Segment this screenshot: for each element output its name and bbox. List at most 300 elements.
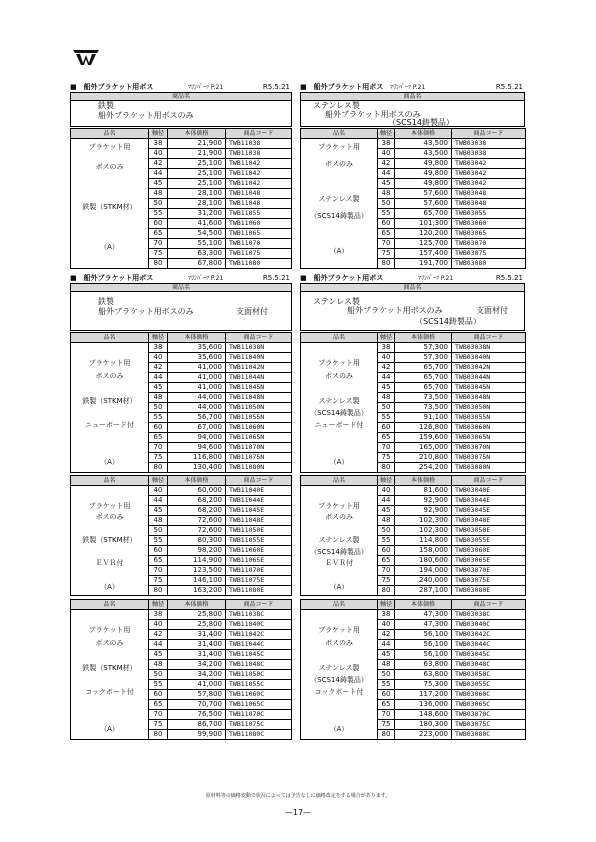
product-code-cell: TWB03048 (452, 199, 526, 209)
price-cell: 49,800 (395, 179, 452, 189)
product-code-cell: TWB03042N (452, 363, 526, 373)
header-shaft-diameter: 軸径 (378, 333, 395, 343)
shaft-diameter-cell: 38 (378, 139, 395, 149)
product-name-label: 商品名 (71, 93, 291, 101)
section-title: ■ 船外ブラケット用ボス (300, 83, 384, 91)
header-price: 本体価格 (168, 333, 226, 343)
price-cell: 34,200 (168, 670, 226, 680)
shaft-diameter-cell: 75 (149, 453, 168, 463)
product-code-cell: TWB03060E (452, 546, 526, 556)
product-name-panel (70, 92, 292, 127)
product-code-cell: TWB03045E (452, 506, 526, 516)
description-line: ボスのみ (325, 638, 353, 647)
product-code-cell: TWB03038N (452, 343, 526, 353)
shaft-diameter-cell: 48 (149, 660, 168, 670)
header-product-code: 商品コード (452, 129, 526, 139)
price-cell: 31,400 (168, 640, 226, 650)
catalog-page-ref: ﾏﾘﾝﾊﾟｰﾂ P.21 (390, 84, 426, 91)
price-cell: 65,700 (395, 383, 452, 393)
price-table-grid (70, 128, 292, 269)
shaft-diameter-cell: 75 (378, 720, 395, 730)
product-code-cell: TWB03050C (452, 670, 526, 680)
shaft-diameter-cell: 60 (149, 546, 168, 556)
shaft-diameter-cell: 50 (378, 199, 395, 209)
material-text: ステンレス製 (313, 101, 360, 110)
shaft-diameter-cell: 70 (378, 443, 395, 453)
price-cell: 31,400 (168, 630, 226, 640)
shaft-diameter-cell: 45 (149, 650, 168, 660)
shaft-diameter-cell: 50 (378, 670, 395, 680)
table-header-row (301, 129, 526, 139)
product-code-cell: TWB03075 (452, 249, 526, 259)
description-line: （SCS14鋳製品） (310, 212, 368, 221)
description-line: ニューボード付 (314, 421, 364, 430)
product-code-cell: TWB11055N (226, 413, 292, 423)
description-line: ボスのみ (325, 160, 353, 169)
price-cell: 75,300 (395, 680, 452, 690)
shaft-diameter-cell: 75 (378, 249, 395, 259)
shaft-diameter-cell: 75 (149, 720, 168, 730)
shaft-diameter-cell: 44 (378, 373, 395, 383)
shaft-diameter-cell: 45 (149, 179, 168, 189)
product-code-cell: TWB03042 (452, 159, 526, 169)
product-code-cell: TWB03042 (452, 179, 526, 189)
product-description-cell (71, 139, 149, 269)
product-code-cell: TWB11065N (226, 433, 292, 443)
product-code-cell: TWB03048N (452, 393, 526, 403)
price-cell: 92,900 (395, 496, 452, 506)
product-code-cell: TWB11060C (226, 690, 292, 700)
product-code-cell: TWB03080 (452, 259, 526, 269)
product-code-cell: TWB03055E (452, 536, 526, 546)
header-price: 本体価格 (395, 600, 452, 610)
shaft-diameter-cell: 60 (378, 423, 395, 433)
table-row (71, 610, 292, 620)
shaft-diameter-cell: 45 (378, 383, 395, 393)
price-cell: 80,300 (168, 536, 226, 546)
shaft-diameter-cell: 45 (378, 506, 395, 516)
price-cell: 146,100 (168, 576, 226, 586)
price-cell: 91,100 (395, 413, 452, 423)
product-code-cell: TWB11038N (226, 343, 292, 353)
description-line: ニューボード付 (85, 421, 134, 430)
product-code-cell: TWB03044C (452, 640, 526, 650)
price-cell: 159,600 (395, 433, 452, 443)
price-cell: 254,200 (395, 463, 452, 473)
table-header-row (301, 600, 526, 610)
description-line: （A） (100, 582, 119, 591)
description-line: 鉄製（STKM材） (82, 203, 137, 211)
product-code-cell: TWB11048N (226, 393, 292, 403)
product-code-cell: TWB11038C (226, 610, 292, 620)
price-cell: 125,700 (395, 239, 452, 249)
price-cell: 123,500 (168, 566, 226, 576)
shaft-diameter-cell: 40 (378, 353, 395, 363)
shaft-diameter-cell: 48 (378, 660, 395, 670)
product-code-cell: TWB03040C (452, 620, 526, 630)
product-code-cell: TWB11045N (226, 383, 292, 393)
product-code-cell: TWB03060C (452, 690, 526, 700)
shaft-diameter-cell: 45 (149, 506, 168, 516)
shaft-diameter-cell: 65 (378, 433, 395, 443)
shaft-diameter-cell: 44 (378, 640, 395, 650)
header-product-name: 品名 (301, 600, 378, 610)
price-cell: 43,500 (395, 149, 452, 159)
product-code-cell: TWB03080E (452, 586, 526, 596)
price-cell: 44,000 (168, 403, 226, 413)
catalog-page-ref: ﾏﾘﾝﾊﾟｰﾂ P.21 (188, 275, 224, 282)
shaft-diameter-cell: 70 (149, 443, 168, 453)
price-cell: 41,600 (168, 219, 226, 229)
price-cell: 49,800 (395, 169, 452, 179)
product-code-cell: TWB03070E (452, 566, 526, 576)
description-line: （A） (100, 243, 119, 251)
price-cell: 57,600 (395, 189, 452, 199)
price-cell: 68,200 (168, 506, 226, 516)
shaft-diameter-cell: 40 (149, 353, 168, 363)
header-shaft-diameter: 軸径 (149, 129, 168, 139)
description-line: ステンレス製 (318, 396, 360, 405)
shaft-diameter-cell: 48 (378, 393, 395, 403)
description-line: コックボート付 (85, 688, 134, 697)
shaft-diameter-cell: 50 (149, 199, 168, 209)
header-shaft-diameter: 軸径 (149, 333, 168, 343)
shaft-diameter-cell: 40 (149, 486, 168, 496)
description-line: （A） (329, 582, 349, 591)
material-text: 鉄製 (98, 101, 114, 110)
price-cell: 101,300 (395, 219, 452, 229)
header-product-name: 品名 (71, 333, 149, 343)
price-cell: 67,800 (168, 259, 226, 269)
price-cell: 180,600 (395, 556, 452, 566)
table-row (301, 343, 526, 353)
price-table-grid (70, 599, 292, 740)
product-code-cell: TWB03055N (452, 413, 526, 423)
price-cell: 25,100 (168, 179, 226, 189)
product-code-cell: TWB03040E (452, 486, 526, 496)
shaft-diameter-cell: 40 (149, 620, 168, 630)
shaft-diameter-cell: 75 (378, 453, 395, 463)
revision-date: R5.5.21 (495, 83, 523, 91)
price-cell: 35,600 (168, 353, 226, 363)
shaft-diameter-cell: 55 (378, 413, 395, 423)
price-cell: 148,600 (395, 710, 452, 720)
product-name-panel (300, 283, 525, 331)
header-price: 本体価格 (168, 600, 226, 610)
product-description-cell (301, 139, 378, 269)
price-cell: 130,400 (168, 463, 226, 473)
spec-text: （SCS14鋳製品） (388, 118, 454, 127)
header-product-code: 商品コード (226, 476, 292, 486)
product-description-cell (71, 343, 149, 473)
price-cell: 98,200 (168, 546, 226, 556)
description-line: ステンレス製 (318, 536, 360, 545)
shaft-diameter-cell: 40 (378, 486, 395, 496)
shaft-diameter-cell: 75 (149, 249, 168, 259)
header-product-name: 品名 (301, 476, 378, 486)
price-cell: 67,000 (168, 423, 226, 433)
shaft-diameter-cell: 60 (378, 219, 395, 229)
shaft-diameter-cell: 42 (149, 159, 168, 169)
price-cell: 49,800 (395, 159, 452, 169)
price-cell: 35,600 (168, 343, 226, 353)
product-code-cell: TWB11050N (226, 403, 292, 413)
table-header-row (301, 333, 526, 343)
price-cell: 73,500 (395, 393, 452, 403)
price-cell: 287,100 (395, 586, 452, 596)
price-cell: 56,100 (395, 630, 452, 640)
price-cell: 126,800 (395, 423, 452, 433)
header-product-name: 品名 (71, 600, 149, 610)
product-code-cell: TWB11055C (226, 680, 292, 690)
description-line: ブラケット用 (88, 501, 131, 510)
shaft-diameter-cell: 42 (378, 630, 395, 640)
shaft-diameter-cell: 50 (149, 403, 168, 413)
price-cell: 157,400 (395, 249, 452, 259)
material-text: ステンレス製 (313, 297, 360, 306)
shaft-diameter-cell: 44 (378, 496, 395, 506)
material-text: 鉄製 (98, 297, 114, 306)
product-code-cell: TWB11060N (226, 423, 292, 433)
shaft-diameter-cell: 44 (149, 496, 168, 506)
product-code-cell: TWB03050E (452, 526, 526, 536)
description-line: 鉄製（STKM材） (82, 396, 137, 405)
product-code-cell: TWB03075N (452, 453, 526, 463)
description-line: ボスのみ (325, 371, 353, 380)
product-code-cell: TWB11060 (226, 219, 292, 229)
price-cell: 165,000 (395, 443, 452, 453)
shaft-diameter-cell: 60 (378, 690, 395, 700)
product-code-cell: TWB03045N (452, 383, 526, 393)
price-table-grid (300, 599, 526, 740)
price-cell: 57,300 (395, 343, 452, 353)
price-cell: 56,100 (395, 640, 452, 650)
table-row (71, 486, 292, 496)
product-name-panel (300, 92, 525, 127)
product-code-cell: TWB11044E (226, 496, 292, 506)
shaft-diameter-cell: 40 (378, 620, 395, 630)
table-row (71, 139, 292, 149)
header-price: 本体価格 (395, 333, 452, 343)
price-cell: 21,900 (168, 149, 226, 159)
catalog-page-ref: ﾏﾘﾝﾊﾟｰﾂ P.21 (188, 84, 224, 91)
price-cell: 34,200 (168, 660, 226, 670)
price-cell: 65,700 (395, 373, 452, 383)
shaft-diameter-cell: 38 (378, 610, 395, 620)
price-cell: 117,200 (395, 690, 452, 700)
header-shaft-diameter: 軸径 (378, 129, 395, 139)
price-cell: 210,800 (395, 453, 452, 463)
product-code-cell: TWB11042C (226, 630, 292, 640)
header-product-name: 品名 (71, 476, 149, 486)
shaft-diameter-cell: 50 (378, 403, 395, 413)
product-code-cell: TWB11042N (226, 363, 292, 373)
table-row (301, 610, 526, 620)
product-description-cell (301, 486, 378, 596)
description-line: ボスのみ (325, 513, 353, 522)
shaft-diameter-cell: 42 (378, 159, 395, 169)
product-code-cell: TWB11048 (226, 189, 292, 199)
product-code-cell: TWB03065E (452, 556, 526, 566)
price-cell: 102,300 (395, 526, 452, 536)
shaft-diameter-cell: 55 (149, 209, 168, 219)
description-line: （SCS14鋳製品） (310, 547, 368, 556)
shaft-diameter-cell: 60 (378, 546, 395, 556)
shaft-diameter-cell: 44 (149, 373, 168, 383)
shaft-diameter-cell: 80 (378, 463, 395, 473)
price-cell: 94,600 (168, 443, 226, 453)
shaft-diameter-cell: 55 (378, 680, 395, 690)
shaft-diameter-cell: 48 (149, 393, 168, 403)
product-code-cell: TWB03048E (452, 516, 526, 526)
product-description-cell (301, 343, 378, 473)
product-code-cell: TWB03042C (452, 630, 526, 640)
shaft-diameter-cell: 70 (378, 710, 395, 720)
shaft-diameter-cell: 40 (149, 149, 168, 159)
product-code-cell: TWB11075 (226, 249, 292, 259)
header-shaft-diameter: 軸径 (149, 476, 168, 486)
shaft-diameter-cell: 75 (378, 576, 395, 586)
shaft-diameter-cell: 65 (149, 700, 168, 710)
product-code-cell: TWB03044E (452, 496, 526, 506)
description-line: ブラケット用 (318, 501, 360, 510)
shaft-diameter-cell: 48 (149, 189, 168, 199)
product-code-cell: TWB11065 (226, 229, 292, 239)
header-product-name: 品名 (301, 333, 378, 343)
price-cell: 56,100 (395, 650, 452, 660)
product-code-cell: TWB11038 (226, 149, 292, 159)
price-cell: 47,300 (395, 620, 452, 630)
description-line: ブラケット用 (88, 359, 131, 368)
product-code-cell: TWB03045C (452, 650, 526, 660)
price-cell: 44,000 (168, 393, 226, 403)
shaft-diameter-cell: 80 (149, 730, 168, 740)
shaft-diameter-cell: 70 (149, 566, 168, 576)
shaft-diameter-cell: 70 (149, 710, 168, 720)
price-cell: 180,300 (395, 720, 452, 730)
description-line: ボスのみ (95, 371, 124, 380)
shaft-diameter-cell: 40 (378, 149, 395, 159)
product-code-cell: TWB03065N (452, 433, 526, 443)
shaft-diameter-cell: 80 (149, 586, 168, 596)
price-cell: 99,900 (168, 730, 226, 740)
shaft-diameter-cell: 65 (149, 229, 168, 239)
product-name-text: 船外ブラケット用ボスのみ (98, 307, 194, 316)
product-name-label: 商品名 (71, 284, 291, 292)
description-line: ブラケット用 (88, 626, 131, 635)
product-code-cell: TWB11040N (226, 353, 292, 363)
price-cell: 81,600 (395, 486, 452, 496)
product-code-cell: TWB11048C (226, 660, 292, 670)
product-code-cell: TWB11042 (226, 179, 292, 189)
shaft-diameter-cell: 48 (378, 189, 395, 199)
description-line: （SCS14鋳製品） (310, 675, 368, 684)
price-cell: 76,500 (168, 710, 226, 720)
description-line: （SCS14鋳製品） (310, 408, 368, 417)
shaft-diameter-cell: 55 (149, 536, 168, 546)
shaft-diameter-cell: 65 (149, 433, 168, 443)
price-cell: 86,700 (168, 720, 226, 730)
product-code-cell: TWB11042 (226, 159, 292, 169)
product-code-cell: TWB11050C (226, 670, 292, 680)
shaft-diameter-cell: 50 (149, 526, 168, 536)
shaft-diameter-cell: 38 (149, 139, 168, 149)
shaft-diameter-cell: 42 (149, 630, 168, 640)
description-line: ステンレス製 (318, 195, 360, 203)
price-cell: 57,600 (395, 199, 452, 209)
table-header-row (71, 333, 292, 343)
product-code-cell: TWB11075N (226, 453, 292, 463)
price-cell: 21,900 (168, 139, 226, 149)
description-line: ボスのみ (95, 163, 124, 171)
table-header-row (71, 476, 292, 486)
price-cell: 63,800 (395, 670, 452, 680)
description-line: ステンレス製 (318, 663, 360, 672)
shaft-diameter-cell: 80 (378, 259, 395, 269)
table-row (301, 139, 526, 149)
table-header-row (71, 129, 292, 139)
product-name-text: 船外ブラケット用ボスのみ (347, 306, 443, 315)
price-cell: 57,300 (395, 353, 452, 363)
price-cell: 68,200 (168, 496, 226, 506)
price-cell: 54,500 (168, 229, 226, 239)
shaft-diameter-cell: 65 (149, 556, 168, 566)
shaft-diameter-cell: 55 (378, 209, 395, 219)
shaft-diameter-cell: 55 (378, 536, 395, 546)
price-cell: 72,600 (168, 526, 226, 536)
price-cell: 158,000 (395, 546, 452, 556)
product-code-cell: TWB03038 (452, 149, 526, 159)
shaft-diameter-cell: 55 (149, 680, 168, 690)
description-line: 鉄製（STKM材） (82, 663, 137, 672)
product-code-cell: TWB11040C (226, 620, 292, 630)
price-cell: 65,700 (395, 209, 452, 219)
revision-date: R5.5.21 (262, 83, 290, 91)
product-code-cell: TWB11048 (226, 199, 292, 209)
shaft-diameter-cell: 44 (149, 169, 168, 179)
product-code-cell: TWB03048 (452, 189, 526, 199)
product-name-panel (70, 283, 292, 331)
header-product-code: 商品コード (226, 129, 292, 139)
price-cell: 63,800 (395, 660, 452, 670)
product-code-cell: TWB11075C (226, 720, 292, 730)
shaft-diameter-cell: 80 (378, 586, 395, 596)
product-code-cell: TWB03080C (452, 730, 526, 740)
product-code-cell: TWB03038 (452, 139, 526, 149)
product-description-cell (71, 486, 149, 596)
shaft-diameter-cell: 80 (378, 730, 395, 740)
support-text: 支面材付 (236, 307, 268, 316)
header-product-name: 品名 (301, 129, 378, 139)
description-line: ブラケット用 (318, 626, 360, 635)
section-title: ■ 船外ブラケット用ボス (70, 83, 154, 91)
header-product-code: 商品コード (452, 476, 526, 486)
shaft-diameter-cell: 65 (378, 556, 395, 566)
product-code-cell: TWB11044N (226, 373, 292, 383)
shaft-diameter-cell: 50 (149, 670, 168, 680)
product-description-cell (301, 610, 378, 740)
product-code-cell: TWB11070N (226, 443, 292, 453)
table-header-row (71, 600, 292, 610)
product-code-cell: TWB11045E (226, 506, 292, 516)
product-code-cell: TWB03044N (452, 373, 526, 383)
product-code-cell: TWB03075C (452, 720, 526, 730)
price-cell: 63,300 (168, 249, 226, 259)
shaft-diameter-cell: 80 (149, 259, 168, 269)
price-cell: 194,000 (395, 566, 452, 576)
shaft-diameter-cell: 60 (149, 219, 168, 229)
description-line: （A） (329, 247, 349, 255)
